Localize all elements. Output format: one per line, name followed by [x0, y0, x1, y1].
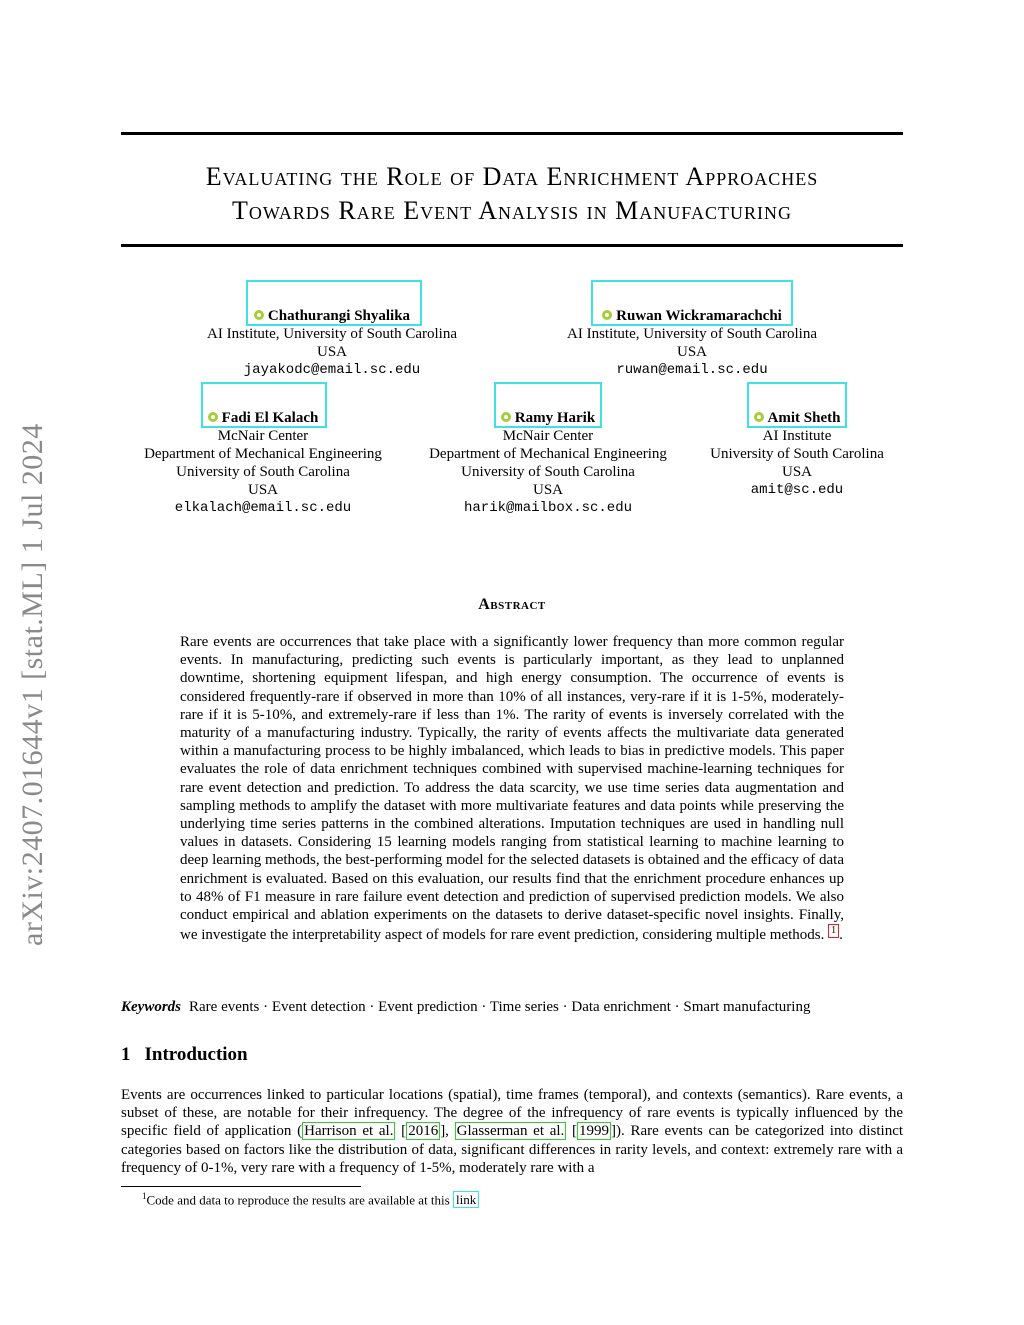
author-email[interactable]: ruwan@email.sc.edu — [616, 362, 768, 378]
author-name[interactable]: Chathurangi Shyalika — [267, 308, 411, 324]
citation-glasserman-year[interactable]: 1999 — [579, 1123, 610, 1140]
footnote — [142, 1191, 479, 1208]
author-affiliation: AI Institute, University of South Carolina — [207, 326, 457, 342]
section-number: 1 — [121, 1044, 131, 1065]
abstract-text: Rare events are occurrences that take place with a significantly lower frequency than more common regular events. In manufacturing, predicting such events is particularly important, as they lead to unplanned downtime, shortening equipment lifespan, and high energy consumption. The occurrence of events is considered frequently-rare if observed in more than 10% of all instances, very-rare if it is 1-5%, moderately-rare if it is 5-10%, and extremely-rare if less than 1%. The rarity of events is inversely correlated with the maturity of a manufacturing industry. Typically, the rarity of events affects the multivariate data generated within a manufacturing process to be highly imbalanced, which leads to bias in predictive models. This paper evaluates the role of data enrichment techniques combined with supervised machine-learning techniques for rare event detection and prediction. To address the data scarcity, we use time series data augmentation and sampling methods to amplify the dataset with more multivariate features and data points while preserving the underlying time series patterns in the combined alterations. Imputation techniques are used in handling null values in datasets. Considering 15 learning models ranging from statistical learning to machine learning to deep learning methods, the best-performing model for the selected datasets is obtained and the efficacy of data enrichment is evaluated. Based on this evaluation, our results find that the enrichment procedure enhances up to 48% of F1 measure in rare failure event detection and prediction of supervised prediction models. We also conduct empirical and ablation experiments on the datasets to derive dataset-specific novel insights. Finally, we investigate the interpretability aspect of models for rare event prediction, considering multiple methods. — [180, 634, 844, 944]
abstract-body — [180, 633, 844, 944]
author-country: USA — [532, 482, 563, 498]
author-email[interactable]: amit@sc.edu — [750, 482, 844, 498]
author-country: USA — [676, 344, 707, 360]
author-country: USA — [316, 344, 347, 360]
citation-harrison-year[interactable]: 2016 — [408, 1123, 439, 1140]
author-affiliation: AI Institute, University of South Carolina — [567, 326, 817, 342]
author-affiliation-center: McNair Center — [502, 428, 594, 444]
intro-text-2: ]). Rare events can be categorized into distinct categories based on factors like the distribution of data, significant differences in rarity levels, and context: extremely rare with a frequency of 0-1%, very rare with a frequency of 1-5%, moderately rare with a — [121, 1123, 904, 1176]
orcid-icon[interactable] — [208, 412, 218, 422]
author-email[interactable]: jayakodc@email.sc.edu — [243, 362, 421, 378]
author-harik — [408, 409, 688, 517]
citation-mid: ], — [440, 1123, 455, 1140]
author-name[interactable]: Ruwan Wickramarachchi — [616, 308, 782, 324]
author-email[interactable]: elkalach@email.sc.edu — [174, 500, 352, 516]
author-name[interactable]: Amit Sheth — [767, 410, 841, 426]
section-heading — [121, 1044, 248, 1066]
orcid-icon[interactable] — [254, 310, 264, 320]
footnote-rule — [121, 1186, 361, 1187]
author-el-kalach — [123, 409, 403, 517]
citation-sep: [ — [395, 1123, 407, 1140]
title-line-1: Evaluating the Role of Data Enrichment Approaches — [205, 162, 819, 191]
author-wickramarachchi — [542, 307, 842, 379]
author-sheth — [692, 409, 902, 499]
footnote-code-link[interactable]: link — [453, 1191, 479, 1208]
footnote-mark: 1 — [142, 1191, 147, 1201]
title-rule-bottom — [121, 244, 903, 247]
author-affiliation-univ: University of South Carolina — [710, 446, 884, 462]
author-name[interactable]: Ramy Harik — [514, 410, 596, 426]
abstract-heading: Abstract — [478, 596, 546, 613]
author-name[interactable]: Fadi El Kalach — [221, 410, 319, 426]
author-country: USA — [247, 482, 278, 498]
author-country: USA — [781, 464, 812, 480]
abstract-end: . — [839, 927, 843, 944]
keywords-list: Rare events · Event detection · Event prediction · Time series · Data enrichment · Smart manufacturing — [189, 999, 811, 1015]
author-email[interactable]: harik@mailbox.sc.edu — [463, 500, 633, 516]
author-affiliation-institute: AI Institute — [762, 428, 832, 444]
title-line-2: Towards Rare Event Analysis in Manufacturing — [232, 196, 792, 225]
author-affiliation-dept: Department of Mechanical Engineering — [429, 446, 667, 462]
footnote-text: Code and data to reproduce the results are available at this — [146, 1192, 453, 1208]
intro-paragraph — [121, 1086, 903, 1177]
author-affiliation-dept: Department of Mechanical Engineering — [144, 446, 382, 462]
author-affiliation-univ: University of South Carolina — [176, 464, 350, 480]
orcid-icon[interactable] — [501, 412, 511, 422]
title-rule-top — [121, 132, 903, 135]
citation-sep: [ — [566, 1123, 578, 1140]
orcid-icon[interactable] — [754, 412, 764, 422]
section-title: Introduction — [144, 1044, 248, 1065]
keywords-label: Keywords — [121, 999, 181, 1015]
author-affiliation-univ: University of South Carolina — [461, 464, 635, 480]
keywords — [121, 999, 903, 1016]
orcid-icon[interactable] — [602, 310, 612, 320]
footnote-link[interactable]: 1 — [828, 924, 839, 938]
citation-harrison[interactable]: Harrison et al. — [304, 1123, 394, 1140]
arxiv-identifier: arXiv:2407.01644v1 [stat.ML] 1 Jul 2024 — [16, 423, 49, 946]
author-shyalika — [182, 307, 482, 379]
author-affiliation-center: McNair Center — [217, 428, 309, 444]
citation-glasserman[interactable]: Glasserman et al. — [456, 1123, 565, 1140]
paper-title — [121, 160, 903, 228]
intro-text-1: Events are occurrences linked to particular locations (spatial), time frames (temporal), and contexts (semantics). Rare events, a subset of these, are notable for their infrequency. The degree of the infrequency of rare events is typically influenced by the specific field of application ( — [121, 1087, 903, 1140]
